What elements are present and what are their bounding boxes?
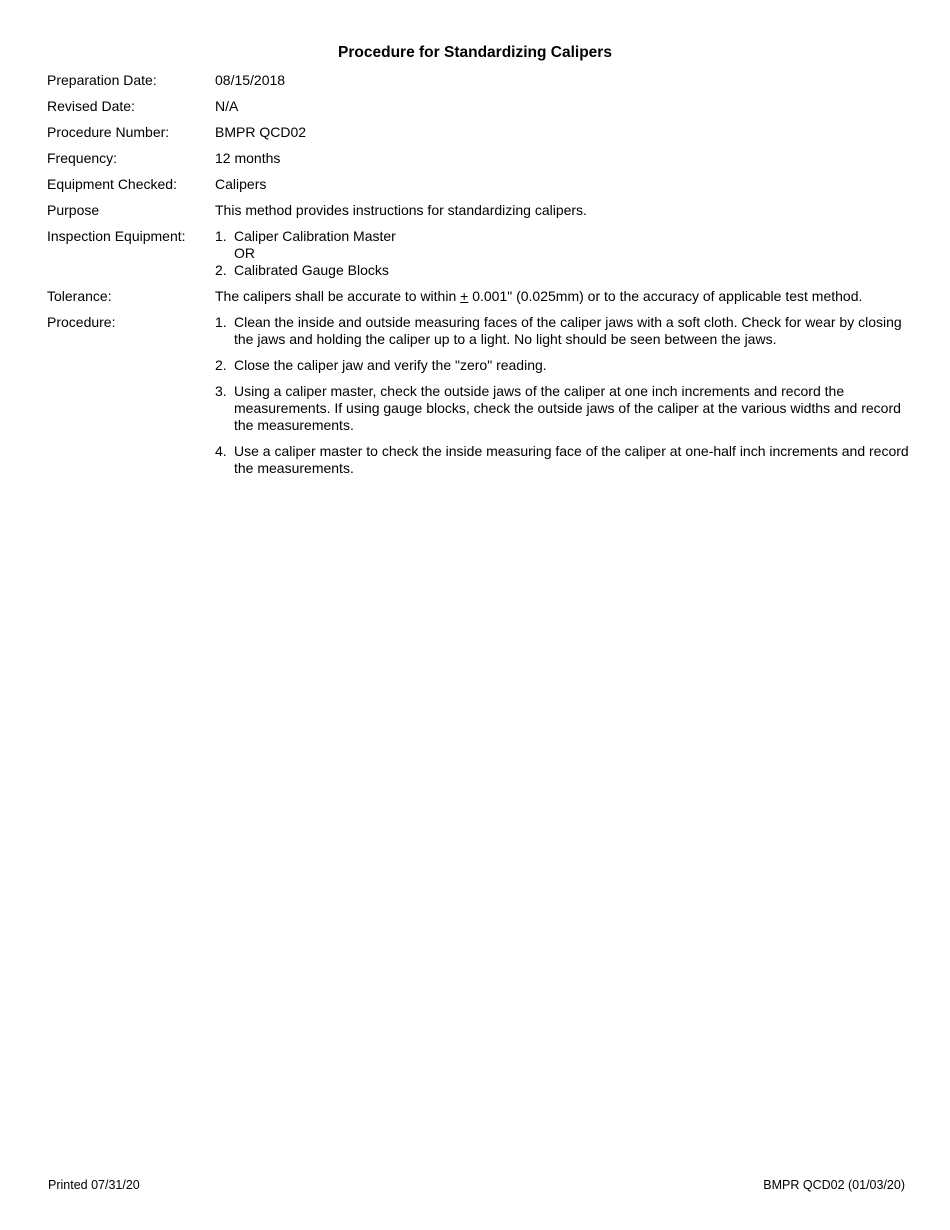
tolerance-suffix: 0.001" (0.025mm) or to the accuracy of applicable test method. (468, 288, 863, 304)
inspection-equipment-label: Inspection Equipment: (47, 228, 186, 244)
document-reference: BMPR QCD02 (01/03/20) (763, 1178, 905, 1192)
revised-date-value: N/A (215, 98, 239, 114)
equipment-checked-label: Equipment Checked: (47, 176, 177, 192)
procedure-step (215, 314, 915, 348)
list-item-number: 2. (215, 262, 227, 278)
step-number: 4. (215, 443, 227, 459)
procedure-step (215, 357, 915, 374)
procedure-number-value: BMPR QCD02 (215, 124, 307, 140)
preparation-date-label: Preparation Date: (47, 72, 157, 88)
tolerance-value (215, 288, 915, 305)
or-separator: OR (234, 245, 255, 261)
purpose-value: This method provides instructions for standardizing calipers. (215, 202, 587, 218)
page-title: Procedure for Standardizing Calipers (338, 44, 612, 61)
step-text: Clean the inside and outside measuring faces of the caliper jaws with a soft cloth. Check for wear by closing the jaws and holding the caliper up to a light. No light should be seen between the jaws. (234, 314, 902, 347)
list-item (215, 262, 915, 279)
purpose-label: Purpose (47, 202, 100, 218)
list-item (215, 228, 915, 245)
inspection-equipment-list (215, 228, 915, 279)
preparation-date-value: 08/15/2018 (215, 72, 286, 88)
equipment-checked-value: Calipers (215, 176, 267, 192)
step-number: 2. (215, 357, 227, 373)
procedure-label: Procedure: (47, 314, 116, 330)
frequency-label: Frequency: (47, 150, 118, 166)
procedure-step (215, 443, 915, 477)
step-number: 1. (215, 314, 227, 330)
list-item-text: Caliper Calibration Master (234, 228, 396, 244)
tolerance-label: Tolerance: (47, 288, 112, 304)
procedure-step (215, 383, 915, 434)
list-item-number: 1. (215, 228, 227, 244)
procedure-number-label: Procedure Number: (47, 124, 170, 140)
printed-date: Printed 07/31/20 (48, 1178, 140, 1192)
list-item-text: Calibrated Gauge Blocks (234, 262, 389, 278)
tolerance-prefix: The calipers shall be accurate to within (215, 288, 461, 304)
step-text: Use a caliper master to check the inside measuring face of the caliper at one-half inch increments and record the measurements. (234, 443, 909, 476)
step-number: 3. (215, 383, 227, 399)
frequency-value: 12 months (215, 150, 281, 166)
step-text: Using a caliper master, check the outside jaws of the caliper at one inch increments and record the measurements. If using gauge blocks, check the outside jaws of the caliper at the various widths and record the measurements. (234, 383, 901, 433)
step-text: Close the caliper jaw and verify the "zero" reading. (234, 357, 547, 373)
plus-minus-symbol: + (460, 288, 469, 304)
revised-date-label: Revised Date: (47, 98, 135, 114)
